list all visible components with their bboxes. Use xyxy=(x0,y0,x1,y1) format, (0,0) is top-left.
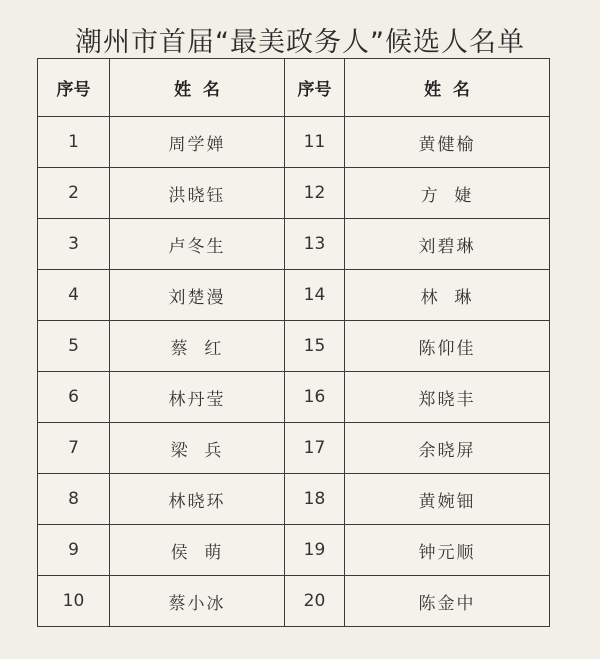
table-row xyxy=(38,117,550,168)
table-row xyxy=(38,372,550,423)
seq-number-cell: 16 xyxy=(285,372,345,423)
seq-number-cell: 2 xyxy=(38,168,110,219)
table-row xyxy=(38,270,550,321)
candidate-name-cell: 梁 兵 xyxy=(110,423,285,474)
candidate-name-cell: 郑晓丰 xyxy=(345,372,550,423)
candidate-name-cell: 刘楚漫 xyxy=(110,270,285,321)
seq-number-cell: 4 xyxy=(38,270,110,321)
seq-number-cell: 3 xyxy=(38,219,110,270)
seq-number-cell: 15 xyxy=(285,321,345,372)
seq-number-cell: 1 xyxy=(38,117,110,168)
candidate-name-cell: 卢冬生 xyxy=(110,219,285,270)
document-title: 潮州市首届“最美政务人”候选人名单 xyxy=(75,27,525,58)
candidate-name-cell: 方 婕 xyxy=(345,168,550,219)
candidate-name-cell: 周学婵 xyxy=(110,117,285,168)
table-body xyxy=(38,117,550,627)
candidate-name-cell: 陈仰佳 xyxy=(345,321,550,372)
candidate-name-cell: 侯 萌 xyxy=(110,525,285,576)
candidate-name-cell: 刘碧琳 xyxy=(345,219,550,270)
seq-number-cell: 12 xyxy=(285,168,345,219)
candidate-name-cell: 黄健榆 xyxy=(345,117,550,168)
table-row xyxy=(38,423,550,474)
table-row xyxy=(38,474,550,525)
candidate-name-cell: 余晓屏 xyxy=(345,423,550,474)
seq-number-cell: 10 xyxy=(38,576,110,627)
header-name-left: 姓 名 xyxy=(110,59,285,117)
seq-number-cell: 17 xyxy=(285,423,345,474)
table-row xyxy=(38,576,550,627)
candidate-name-cell: 林晓环 xyxy=(110,474,285,525)
header-seq-left: 序号 xyxy=(38,59,110,117)
seq-number-cell: 5 xyxy=(38,321,110,372)
candidate-name-cell: 蔡 红 xyxy=(110,321,285,372)
seq-number-cell: 13 xyxy=(285,219,345,270)
table-row xyxy=(38,321,550,372)
seq-number-cell: 19 xyxy=(285,525,345,576)
seq-number-cell: 6 xyxy=(38,372,110,423)
seq-number-cell: 20 xyxy=(285,576,345,627)
seq-number-cell: 9 xyxy=(38,525,110,576)
table-row xyxy=(38,525,550,576)
candidate-name-cell: 钟元顺 xyxy=(345,525,550,576)
candidate-table xyxy=(37,58,550,627)
candidate-name-cell: 林丹莹 xyxy=(110,372,285,423)
header-seq-right: 序号 xyxy=(285,59,345,117)
table-row xyxy=(38,219,550,270)
candidate-name-cell: 洪晓钰 xyxy=(110,168,285,219)
seq-number-cell: 7 xyxy=(38,423,110,474)
seq-number-cell: 18 xyxy=(285,474,345,525)
seq-number-cell: 8 xyxy=(38,474,110,525)
candidate-name-cell: 林 琳 xyxy=(345,270,550,321)
table-header-row xyxy=(38,59,550,117)
candidate-name-cell: 蔡小冰 xyxy=(110,576,285,627)
candidate-name-cell: 黄婉钿 xyxy=(345,474,550,525)
header-name-right: 姓 名 xyxy=(345,59,550,117)
candidate-name-cell: 陈金中 xyxy=(345,576,550,627)
seq-number-cell: 11 xyxy=(285,117,345,168)
seq-number-cell: 14 xyxy=(285,270,345,321)
table-row xyxy=(38,168,550,219)
